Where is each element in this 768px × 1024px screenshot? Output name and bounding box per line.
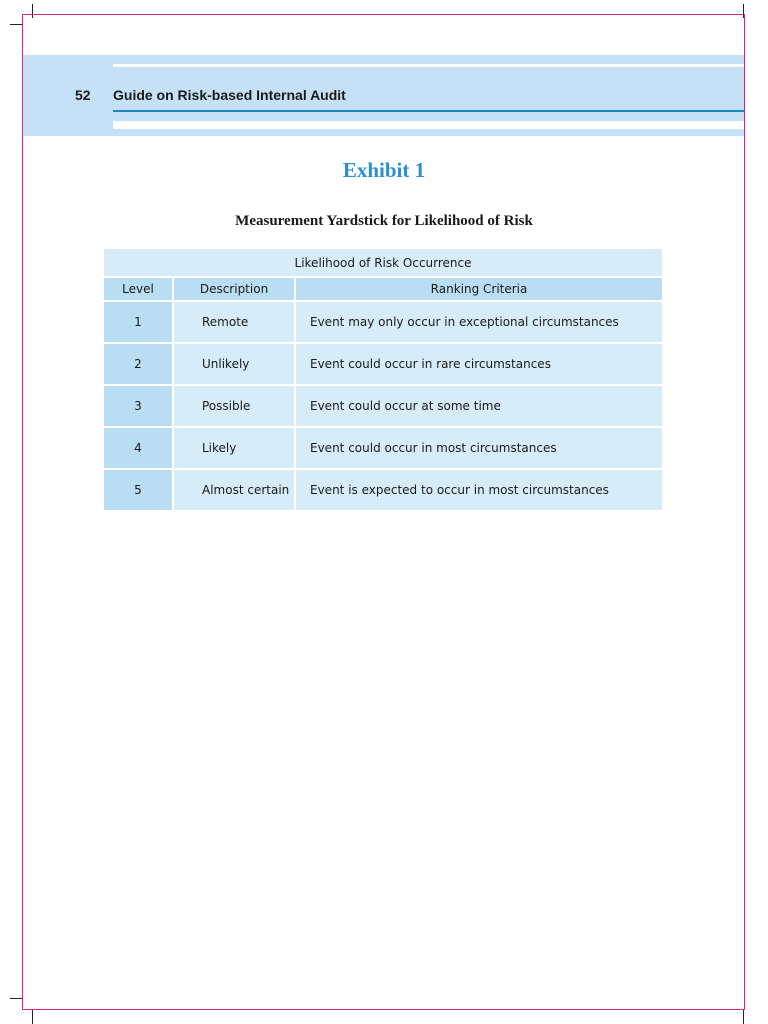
likelihood-table: [102, 247, 664, 512]
table-row: [103, 427, 663, 469]
level-cell: 4: [103, 427, 173, 469]
header-rule-top: [113, 64, 744, 67]
crop-mark-top-left-h: [10, 24, 22, 25]
column-header-description: Description: [173, 277, 295, 301]
criteria-cell: Event may only occur in exceptional circumstances: [295, 301, 663, 343]
running-title: Guide on Risk-based Internal Audit: [113, 87, 346, 103]
table-row: [103, 301, 663, 343]
table-group-header: Likelihood of Risk Occurrence: [103, 248, 663, 277]
exhibit-title: Exhibit 1: [342, 158, 426, 182]
crop-mark-bottom-left-v: [32, 1010, 33, 1024]
crop-mark-top-left-v: [32, 4, 33, 18]
trim-line-top: [22, 14, 744, 15]
crop-mark-bottom-left-h: [10, 998, 22, 999]
column-header-level: Level: [103, 277, 173, 301]
table-row: [103, 385, 663, 427]
criteria-cell: Event could occur in most circumstances: [295, 427, 663, 469]
level-cell: 3: [103, 385, 173, 427]
level-cell: 5: [103, 469, 173, 511]
description-cell: Likely: [173, 427, 295, 469]
description-cell: Unlikely: [173, 343, 295, 385]
criteria-cell: Event could occur in rare circumstances: [295, 343, 663, 385]
description-cell: Remote: [173, 301, 295, 343]
level-cell: 1: [103, 301, 173, 343]
crop-mark-bottom-right-v: [743, 1010, 744, 1024]
criteria-cell: Event is expected to occur in most circumstances: [295, 469, 663, 511]
crop-mark-top-right-v: [743, 4, 744, 18]
criteria-cell: Event could occur at some time: [295, 385, 663, 427]
header-rule-bottom: [113, 121, 744, 129]
table-caption: Measurement Yardstick for Likelihood of Risk: [235, 213, 533, 229]
description-cell: Possible: [173, 385, 295, 427]
header-rule-blue: [113, 110, 744, 112]
description-cell: Almost certain: [173, 469, 295, 511]
table-group-header-row: [103, 248, 663, 277]
table-row: [103, 469, 663, 511]
column-header-ranking-criteria: Ranking Criteria: [295, 277, 663, 301]
table-column-header-row: [103, 277, 663, 301]
page-number: 52: [75, 87, 91, 103]
level-cell: 2: [103, 343, 173, 385]
table-row: [103, 343, 663, 385]
trim-line-bottom: [22, 1009, 744, 1010]
